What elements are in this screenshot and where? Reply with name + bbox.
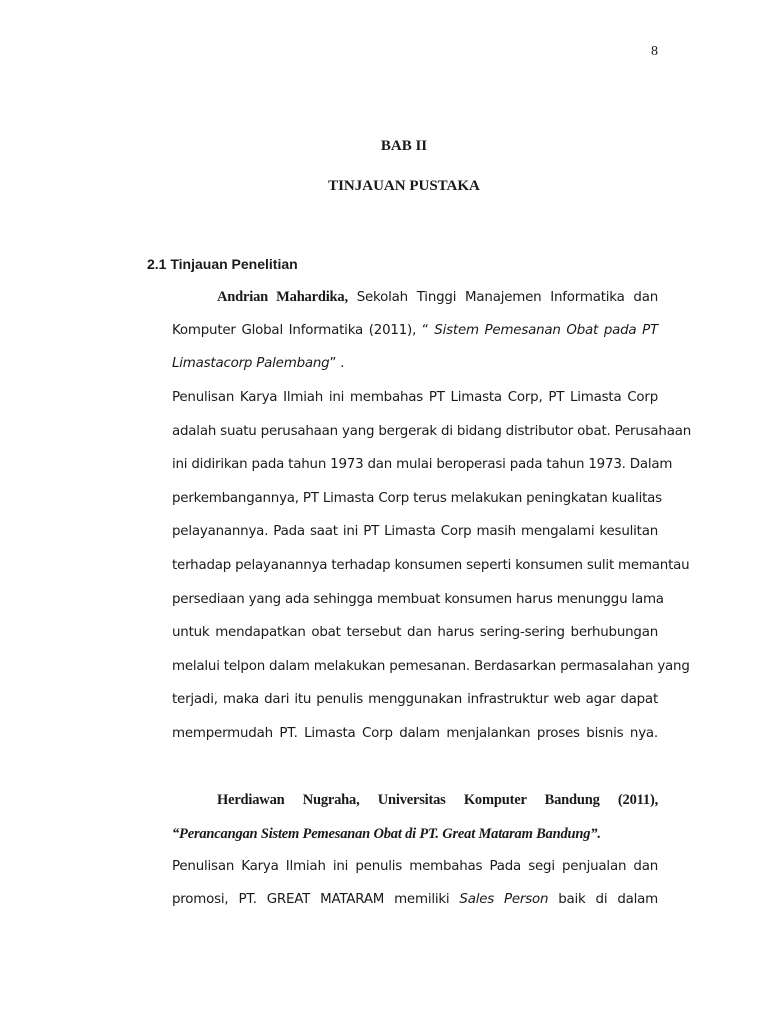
paragraph-line: untuk mendapatkan obat tersebut dan harus sering-sering berhubungan	[172, 625, 658, 640]
paragraph-line: melalui telpon dalam melakukan pemesanan. Berdasarkan permasalahan yang	[172, 659, 690, 674]
paragraph-line: perkembangannya, PT Limasta Corp terus melakukan peningkatan kualitas	[172, 491, 662, 506]
paragraph-text: baik di dalam	[548, 892, 658, 907]
reference-1-line	[217, 287, 658, 307]
sales-person-term: Sales Person	[459, 892, 549, 907]
paragraph-line: terjadi, maka dari itu penulis menggunakan infrastruktur web agar dapat	[172, 692, 658, 707]
reference-1-institution: Sekolah Tinggi Manajemen Informatika dan	[347, 290, 659, 305]
reference-1-author: Andrian Mahardika,	[217, 289, 348, 305]
reference-2-author-line: Herdiawan Nugraha, Universitas Komputer Bandung (2011),	[217, 792, 658, 808]
reference-1-title: Sistem Pemesanan Obat pada PT	[434, 323, 658, 338]
paragraph-line: adalah suatu perusahaan yang bergerak di bidang distributor obat. Perusahaan	[172, 424, 692, 439]
paragraph-line: Penulisan Karya Ilmiah ini membahas PT Limasta Corp, PT Limasta Corp	[172, 390, 658, 405]
paragraph-line: terhadap pelayanannya terhadap konsumen seperti konsumen sulit memantau	[172, 558, 690, 573]
paragraph-line: Penulisan Karya Ilmiah ini penulis membahas Pada segi penjualan dan	[172, 859, 658, 874]
reference-1-title-cont: Limastacorp Palembang	[172, 356, 330, 371]
paragraph-line: ini didirikan pada tahun 1973 dan mulai beroperasi pada tahun 1973. Dalam	[172, 457, 673, 472]
chapter-title: TINJAUAN PUSTAKA	[328, 178, 480, 194]
page-number: 8	[651, 44, 658, 59]
reference-1-quote-end: ” .	[329, 356, 345, 371]
paragraph-line: persediaan yang ada sehingga membuat konsumen harus menunggu lama	[172, 592, 664, 607]
paragraph-line	[172, 890, 658, 910]
paragraph-line: pelayanannya. Pada saat ini PT Limasta Corp masih mengalami kesulitan	[172, 524, 658, 539]
reference-1-institution-cont: Komputer Global Informatika (2011), “	[172, 323, 435, 338]
paragraph-line: mempermudah PT. Limasta Corp dalam menjalankan proses bisnis nya.	[172, 726, 658, 741]
reference-1-line	[172, 354, 658, 374]
paragraph-text: promosi, PT. GREAT MATARAM memiliki	[172, 892, 460, 907]
reference-2-title: “Perancangan Sistem Pemesanan Obat di PT. Great Mataram Bandung”.	[172, 826, 601, 842]
section-heading: 2.1 Tinjauan Penelitian	[147, 256, 298, 272]
chapter-number: BAB II	[380, 138, 428, 154]
reference-1-line	[172, 321, 658, 341]
